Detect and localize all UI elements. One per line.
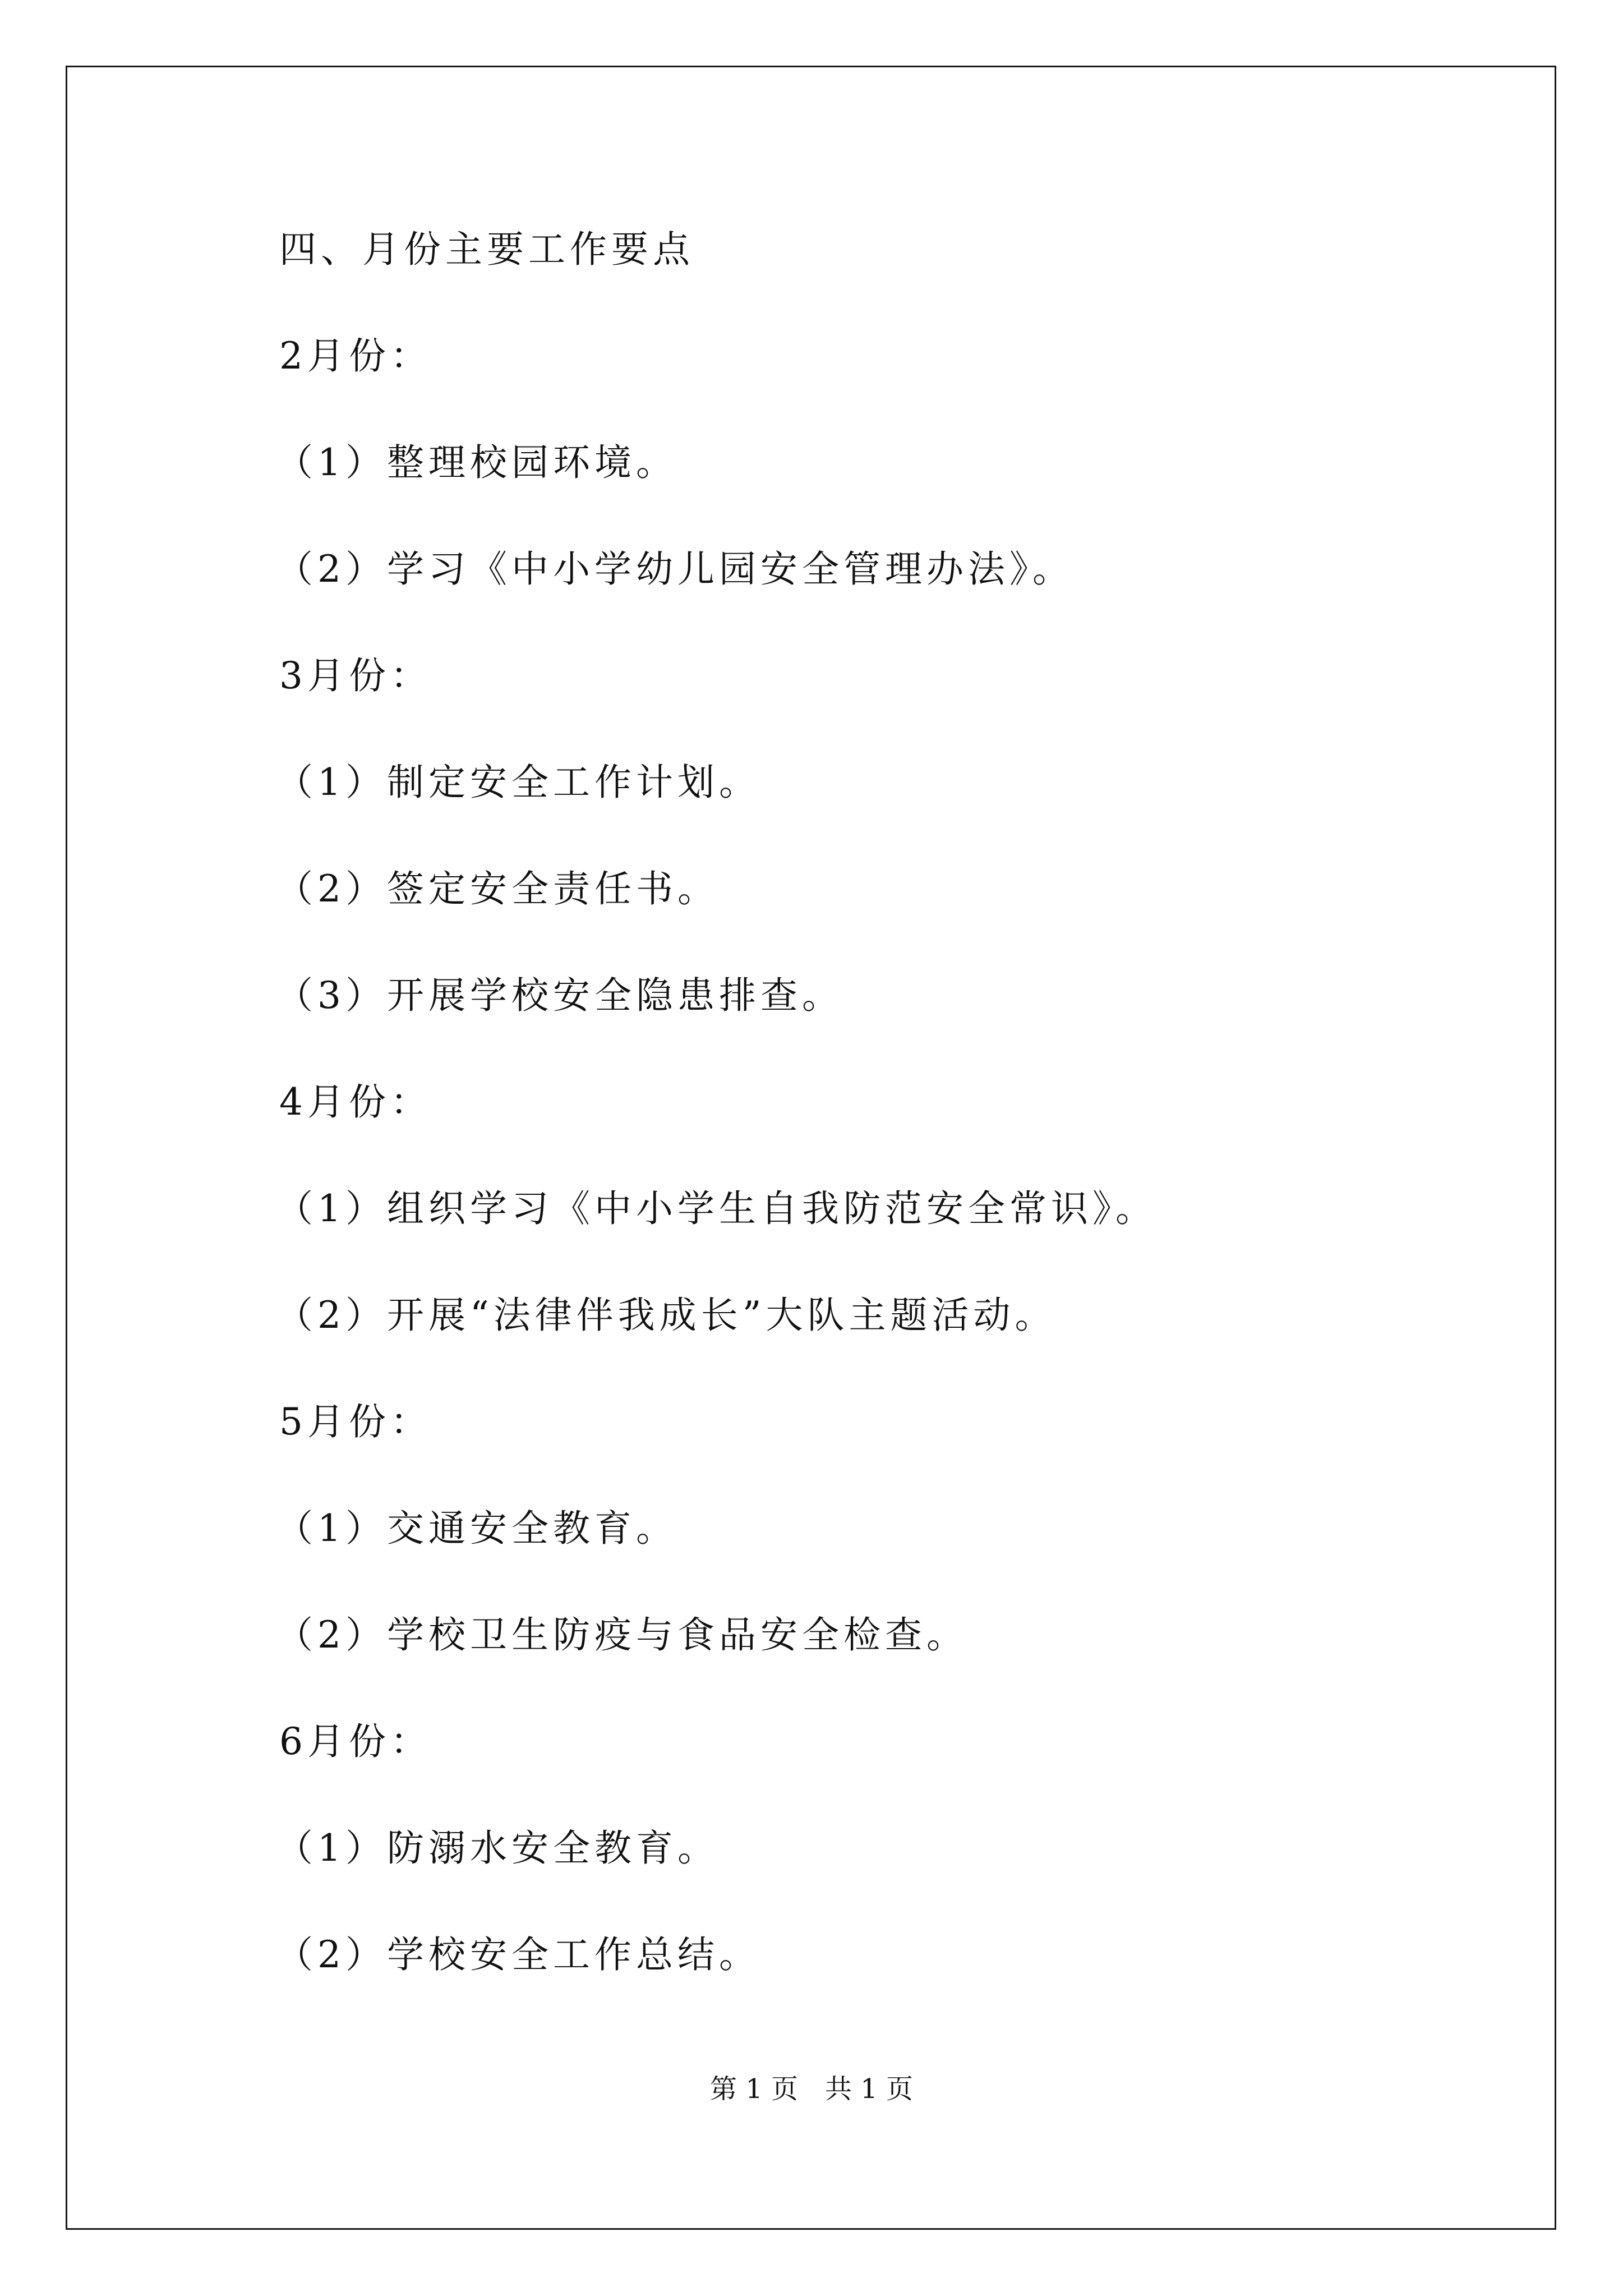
list-item: （2）学校卫生防疫与食品安全检查。 xyxy=(276,1613,968,1657)
list-item: （1）防溺水安全教育。 xyxy=(276,1826,719,1870)
list-item: （3）开展学校安全隐患排查。 xyxy=(276,974,843,1017)
section-heading: 四、月份主要工作要点 xyxy=(279,228,694,271)
month-label: 2月份： xyxy=(279,334,432,378)
list-item: （1）制定安全工作计划。 xyxy=(276,761,760,804)
month-label: 4月份： xyxy=(279,1080,432,1124)
list-item: （2）签定安全责任书。 xyxy=(276,867,719,910)
list-item: （2）学校安全工作总结。 xyxy=(276,1933,760,1976)
page-border xyxy=(66,66,1556,2230)
list-item: （2）开展“法律伴我成长”大队主题活动。 xyxy=(276,1294,1057,1337)
month-label: 6月份： xyxy=(279,1720,432,1763)
list-item: （1）组织学习《中小学生自我防范安全常识》。 xyxy=(276,1187,1157,1230)
list-item: （1）交通安全教育。 xyxy=(276,1507,677,1550)
page-footer: 第 1 页 共 1 页 xyxy=(709,2073,914,2105)
month-label: 3月份： xyxy=(279,654,432,697)
list-item: （2）学习《中小学幼儿园安全管理办法》。 xyxy=(276,547,1074,591)
list-item: （1）整理校园环境。 xyxy=(276,441,677,484)
month-label: 5月份： xyxy=(279,1400,432,1443)
